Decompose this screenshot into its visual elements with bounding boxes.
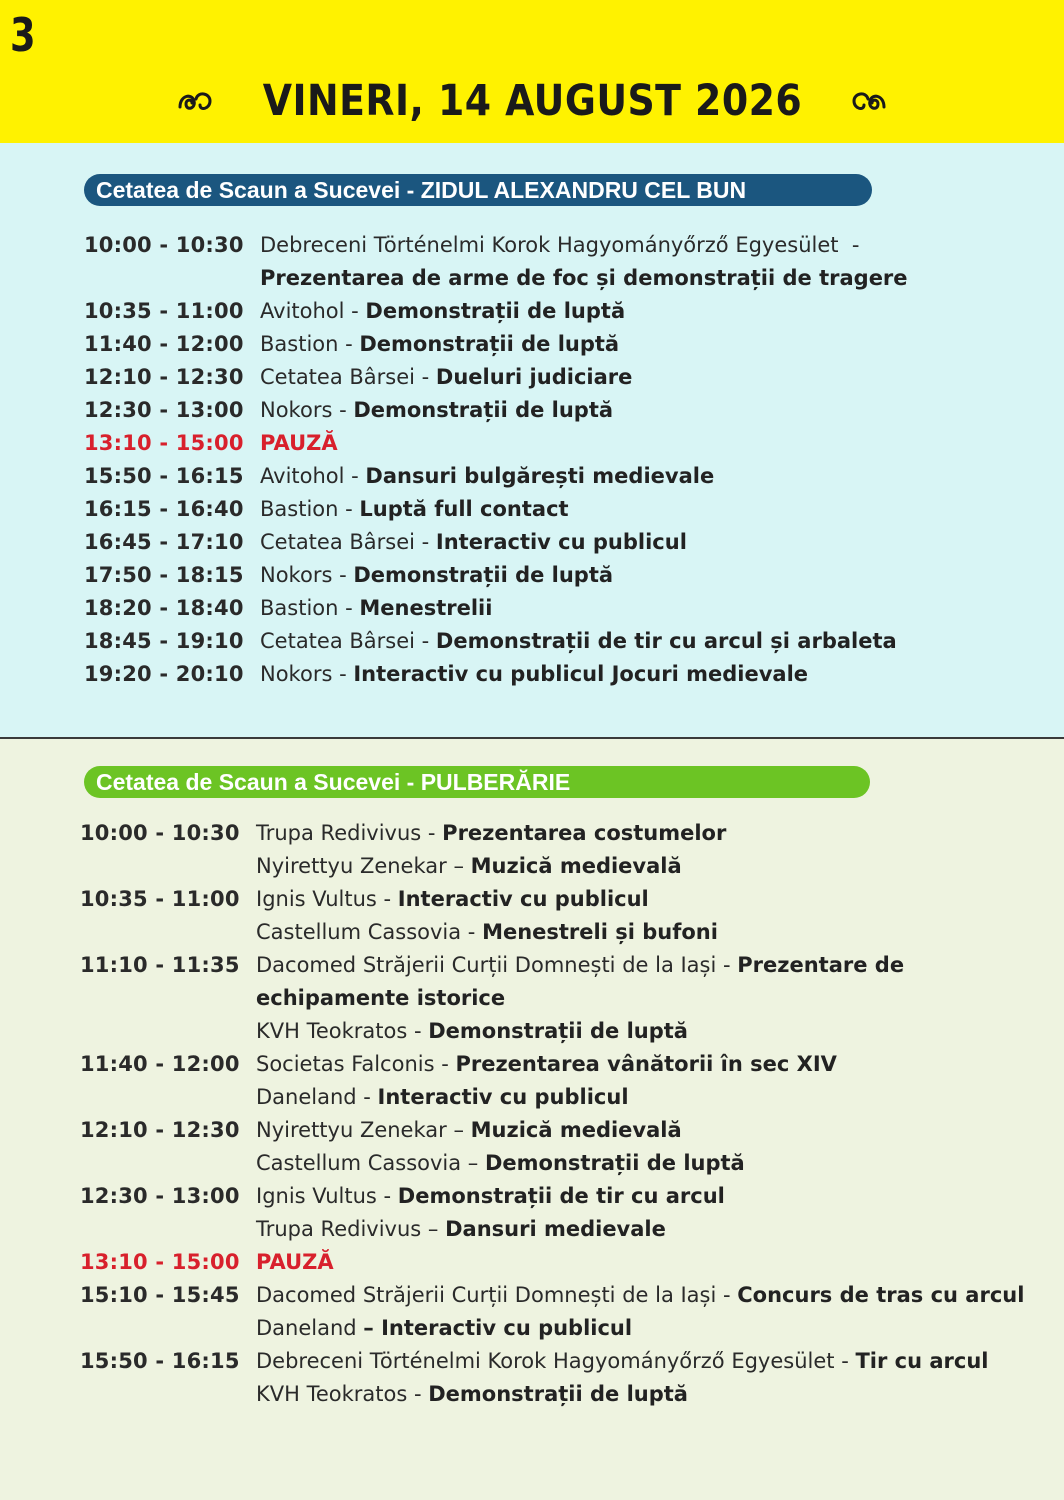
performer-name: PAUZĂ [260, 431, 338, 455]
activity [256, 1048, 837, 1081]
performer-name: Nyirettyu Zenekar – [256, 854, 471, 878]
performer-name: Ignis Vultus - [256, 887, 398, 911]
activity-title: Demonstrații de luptă [353, 563, 614, 587]
activity-title: Luptă full contact [359, 497, 569, 521]
time-slot [80, 916, 256, 949]
section-pulberarie [0, 739, 1064, 1500]
schedule-row [84, 328, 908, 361]
activity [260, 295, 625, 328]
activity [256, 982, 505, 1015]
activity-title: Dueluri judiciare [435, 365, 633, 389]
performer-name: Avitohol - [260, 464, 366, 488]
time-slot: 17:50 - 18:15 [84, 563, 244, 587]
schedule-row [80, 1048, 1024, 1081]
schedule-row [80, 1213, 1024, 1246]
activity-title: Interactiv cu publicul [377, 1085, 629, 1109]
time-slot: 16:15 - 16:40 [84, 497, 244, 521]
activity [260, 658, 808, 691]
activity [260, 592, 492, 625]
page-number: 3 [10, 8, 36, 62]
activity-title: – Interactiv cu publicul [363, 1316, 633, 1340]
time-slot: 13:10 - 15:00 [80, 1250, 240, 1274]
schedule-row [84, 394, 908, 427]
schedule-row [80, 1180, 1024, 1213]
schedule-list [84, 229, 908, 691]
schedule-row [84, 460, 908, 493]
activity [256, 850, 682, 883]
activity-title: Muzică medievală [470, 1118, 682, 1142]
performer-name: Nyirettyu Zenekar – [256, 1118, 471, 1142]
activity-title: Demonstrații de luptă [353, 398, 614, 422]
performer-name: Cetatea Bârsei - [260, 629, 436, 653]
activity-title: Demonstrații de luptă [428, 1019, 688, 1043]
schedule-row [80, 1015, 1024, 1048]
activity [260, 559, 613, 592]
activity [256, 1378, 688, 1411]
activity [260, 460, 714, 493]
activity-title: echipamente istorice [256, 986, 506, 1010]
schedule-row [84, 592, 908, 625]
performer-name: Ignis Vultus - [256, 1184, 398, 1208]
performer-name: Debreceni Történelmi Korok Hagyományőrző Egyesület - [260, 233, 860, 257]
performer-name: Trupa Redivivus - [256, 821, 443, 845]
time-slot: 11:10 - 11:35 [80, 953, 240, 977]
activity-title: Dansuri bulgărești medievale [365, 464, 715, 488]
activity [256, 1246, 334, 1279]
schedule-row [80, 916, 1024, 949]
activity-title: Tir cu arcul [855, 1349, 989, 1373]
activity-title: Interactiv cu publicul [435, 530, 687, 554]
time-slot [80, 1015, 256, 1048]
activity [260, 394, 613, 427]
activity [256, 1015, 688, 1048]
left-ornament-icon [176, 87, 214, 115]
activity-title: Demonstrații de luptă [428, 1382, 688, 1406]
activity [260, 262, 908, 295]
schedule-list [80, 817, 1024, 1411]
activity-title: Prezentarea costumelor [442, 821, 727, 845]
schedule-row [80, 982, 1024, 1015]
activity [256, 883, 649, 916]
activity-title: Demonstrații de luptă [365, 299, 626, 323]
time-slot: 11:40 - 12:00 [80, 1052, 240, 1076]
performer-name: KVH Teokratos - [256, 1382, 429, 1406]
date-title: VINERI, 14 AUGUST 2026 [262, 76, 802, 126]
time-slot: 15:50 - 16:15 [84, 464, 244, 488]
activity [256, 817, 726, 850]
performer-name: Dacomed Străjerii Curții Domnești de la Iași - [256, 953, 738, 977]
time-slot [80, 1147, 256, 1180]
activity [260, 361, 632, 394]
performer-name: Nokors - [260, 563, 354, 587]
time-slot [80, 982, 256, 1015]
activity-title: Demonstrații de luptă [359, 332, 620, 356]
schedule-row [80, 850, 1024, 883]
activity [256, 1081, 629, 1114]
time-slot: 11:40 - 12:00 [84, 332, 244, 356]
time-slot [80, 1312, 256, 1345]
performer-name: Societas Falconis - [256, 1052, 456, 1076]
time-slot: 10:35 - 11:00 [84, 299, 244, 323]
time-slot: 15:50 - 16:15 [80, 1349, 240, 1373]
performer-name: Daneland - [256, 1085, 378, 1109]
time-slot: 10:35 - 11:00 [80, 887, 240, 911]
activity-title: Prezentare de [737, 953, 905, 977]
performer-name: Castellum Cassovia - [256, 920, 483, 944]
time-slot [80, 850, 256, 883]
performer-name: Cetatea Bârsei - [260, 365, 436, 389]
activity [256, 1345, 988, 1378]
activity [256, 1180, 725, 1213]
time-slot [80, 1213, 256, 1246]
performer-name: Avitohol - [260, 299, 366, 323]
time-slot: 15:10 - 15:45 [80, 1283, 240, 1307]
schedule-row [84, 493, 908, 526]
schedule-row [80, 1147, 1024, 1180]
section-title: Cetatea de Scaun a Sucevei - ZIDUL ALEXANDRU CEL BUN [84, 174, 872, 206]
schedule-row [84, 559, 908, 592]
activity-title: Muzică medievală [470, 854, 682, 878]
activity-title: Demonstrații de luptă [484, 1151, 745, 1175]
section-zidul-alexandru [0, 143, 1064, 739]
date-header [0, 0, 1064, 143]
activity [260, 625, 897, 658]
performer-name: Nokors - [260, 398, 354, 422]
activity-title: Demonstrații de tir cu arcul [397, 1184, 725, 1208]
activity [260, 526, 687, 559]
pause-row [80, 1246, 1024, 1279]
activity-title: Menestrelii [359, 596, 493, 620]
schedule-row [80, 817, 1024, 850]
schedule-row [84, 262, 908, 295]
time-slot: 10:00 - 10:30 [84, 233, 244, 257]
activity [260, 427, 338, 460]
performer-name: Castellum Cassovia – [256, 1151, 485, 1175]
activity [256, 1213, 666, 1246]
activity [256, 1147, 745, 1180]
schedule-row [80, 883, 1024, 916]
performer-name: Bastion - [260, 332, 360, 356]
schedule-row [84, 229, 908, 262]
time-slot: 12:30 - 13:00 [84, 398, 244, 422]
activity [256, 1279, 1024, 1312]
performer-name: Debreceni Történelmi Korok Hagyományőrző Egyesület - [256, 1349, 856, 1373]
time-slot: 16:45 - 17:10 [84, 530, 244, 554]
activity-title: Menestreli și bufoni [482, 920, 718, 944]
performer-name: Bastion - [260, 497, 360, 521]
activity [260, 328, 619, 361]
performer-name: Nokors - [260, 662, 354, 686]
time-slot [80, 1081, 256, 1114]
schedule-row [84, 625, 908, 658]
schedule-row [80, 1312, 1024, 1345]
schedule-row [80, 949, 1024, 982]
schedule-row [80, 1345, 1024, 1378]
activity-title: Interactiv cu publicul [397, 887, 649, 911]
time-slot: 18:45 - 19:10 [84, 629, 244, 653]
schedule-row [80, 1378, 1024, 1411]
performer-name: KVH Teokratos - [256, 1019, 429, 1043]
time-slot: 12:10 - 12:30 [80, 1118, 240, 1142]
time-slot: 19:20 - 20:10 [84, 662, 244, 686]
activity [256, 1114, 682, 1147]
activity-title: Prezentarea de arme de foc și demonstrații de tragere [260, 266, 908, 290]
performer-name: Dacomed Străjerii Curții Domnești de la Iași - [256, 1283, 738, 1307]
activity-title: Dansuri medievale [445, 1217, 666, 1241]
activity [256, 916, 718, 949]
schedule-row [80, 1081, 1024, 1114]
time-slot: 12:10 - 12:30 [84, 365, 244, 389]
pause-row [84, 427, 908, 460]
activity [256, 1312, 632, 1345]
performer-name: Trupa Redivivus – [256, 1217, 446, 1241]
time-slot: 12:30 - 13:00 [80, 1184, 240, 1208]
time-slot [80, 1378, 256, 1411]
time-slot: 10:00 - 10:30 [80, 821, 240, 845]
activity [256, 949, 904, 982]
time-slot [84, 262, 260, 295]
performer-name: Daneland [256, 1316, 364, 1340]
performer-name: Cetatea Bârsei - [260, 530, 436, 554]
date-title-row [0, 76, 1064, 126]
schedule-row [84, 295, 908, 328]
schedule-row [84, 361, 908, 394]
schedule-row [80, 1114, 1024, 1147]
activity [260, 493, 569, 526]
time-slot: 13:10 - 15:00 [84, 431, 244, 455]
time-slot: 18:20 - 18:40 [84, 596, 244, 620]
schedule-row [84, 658, 908, 691]
activity-title: Prezentarea vânătorii în sec XIV [455, 1052, 837, 1076]
performer-name: PAUZĂ [256, 1250, 334, 1274]
performer-name: Bastion - [260, 596, 360, 620]
activity-title: Concurs de tras cu arcul [737, 1283, 1025, 1307]
schedule-row [84, 526, 908, 559]
activity [260, 229, 859, 262]
activity-title: Demonstrații de tir cu arcul și arbaleta [435, 629, 897, 653]
activity-title: Interactiv cu publicul Jocuri medievale [353, 662, 809, 686]
right-ornament-icon [850, 87, 888, 115]
schedule-row [80, 1279, 1024, 1312]
section-title: Cetatea de Scaun a Sucevei - PULBERĂRIE [84, 766, 870, 798]
